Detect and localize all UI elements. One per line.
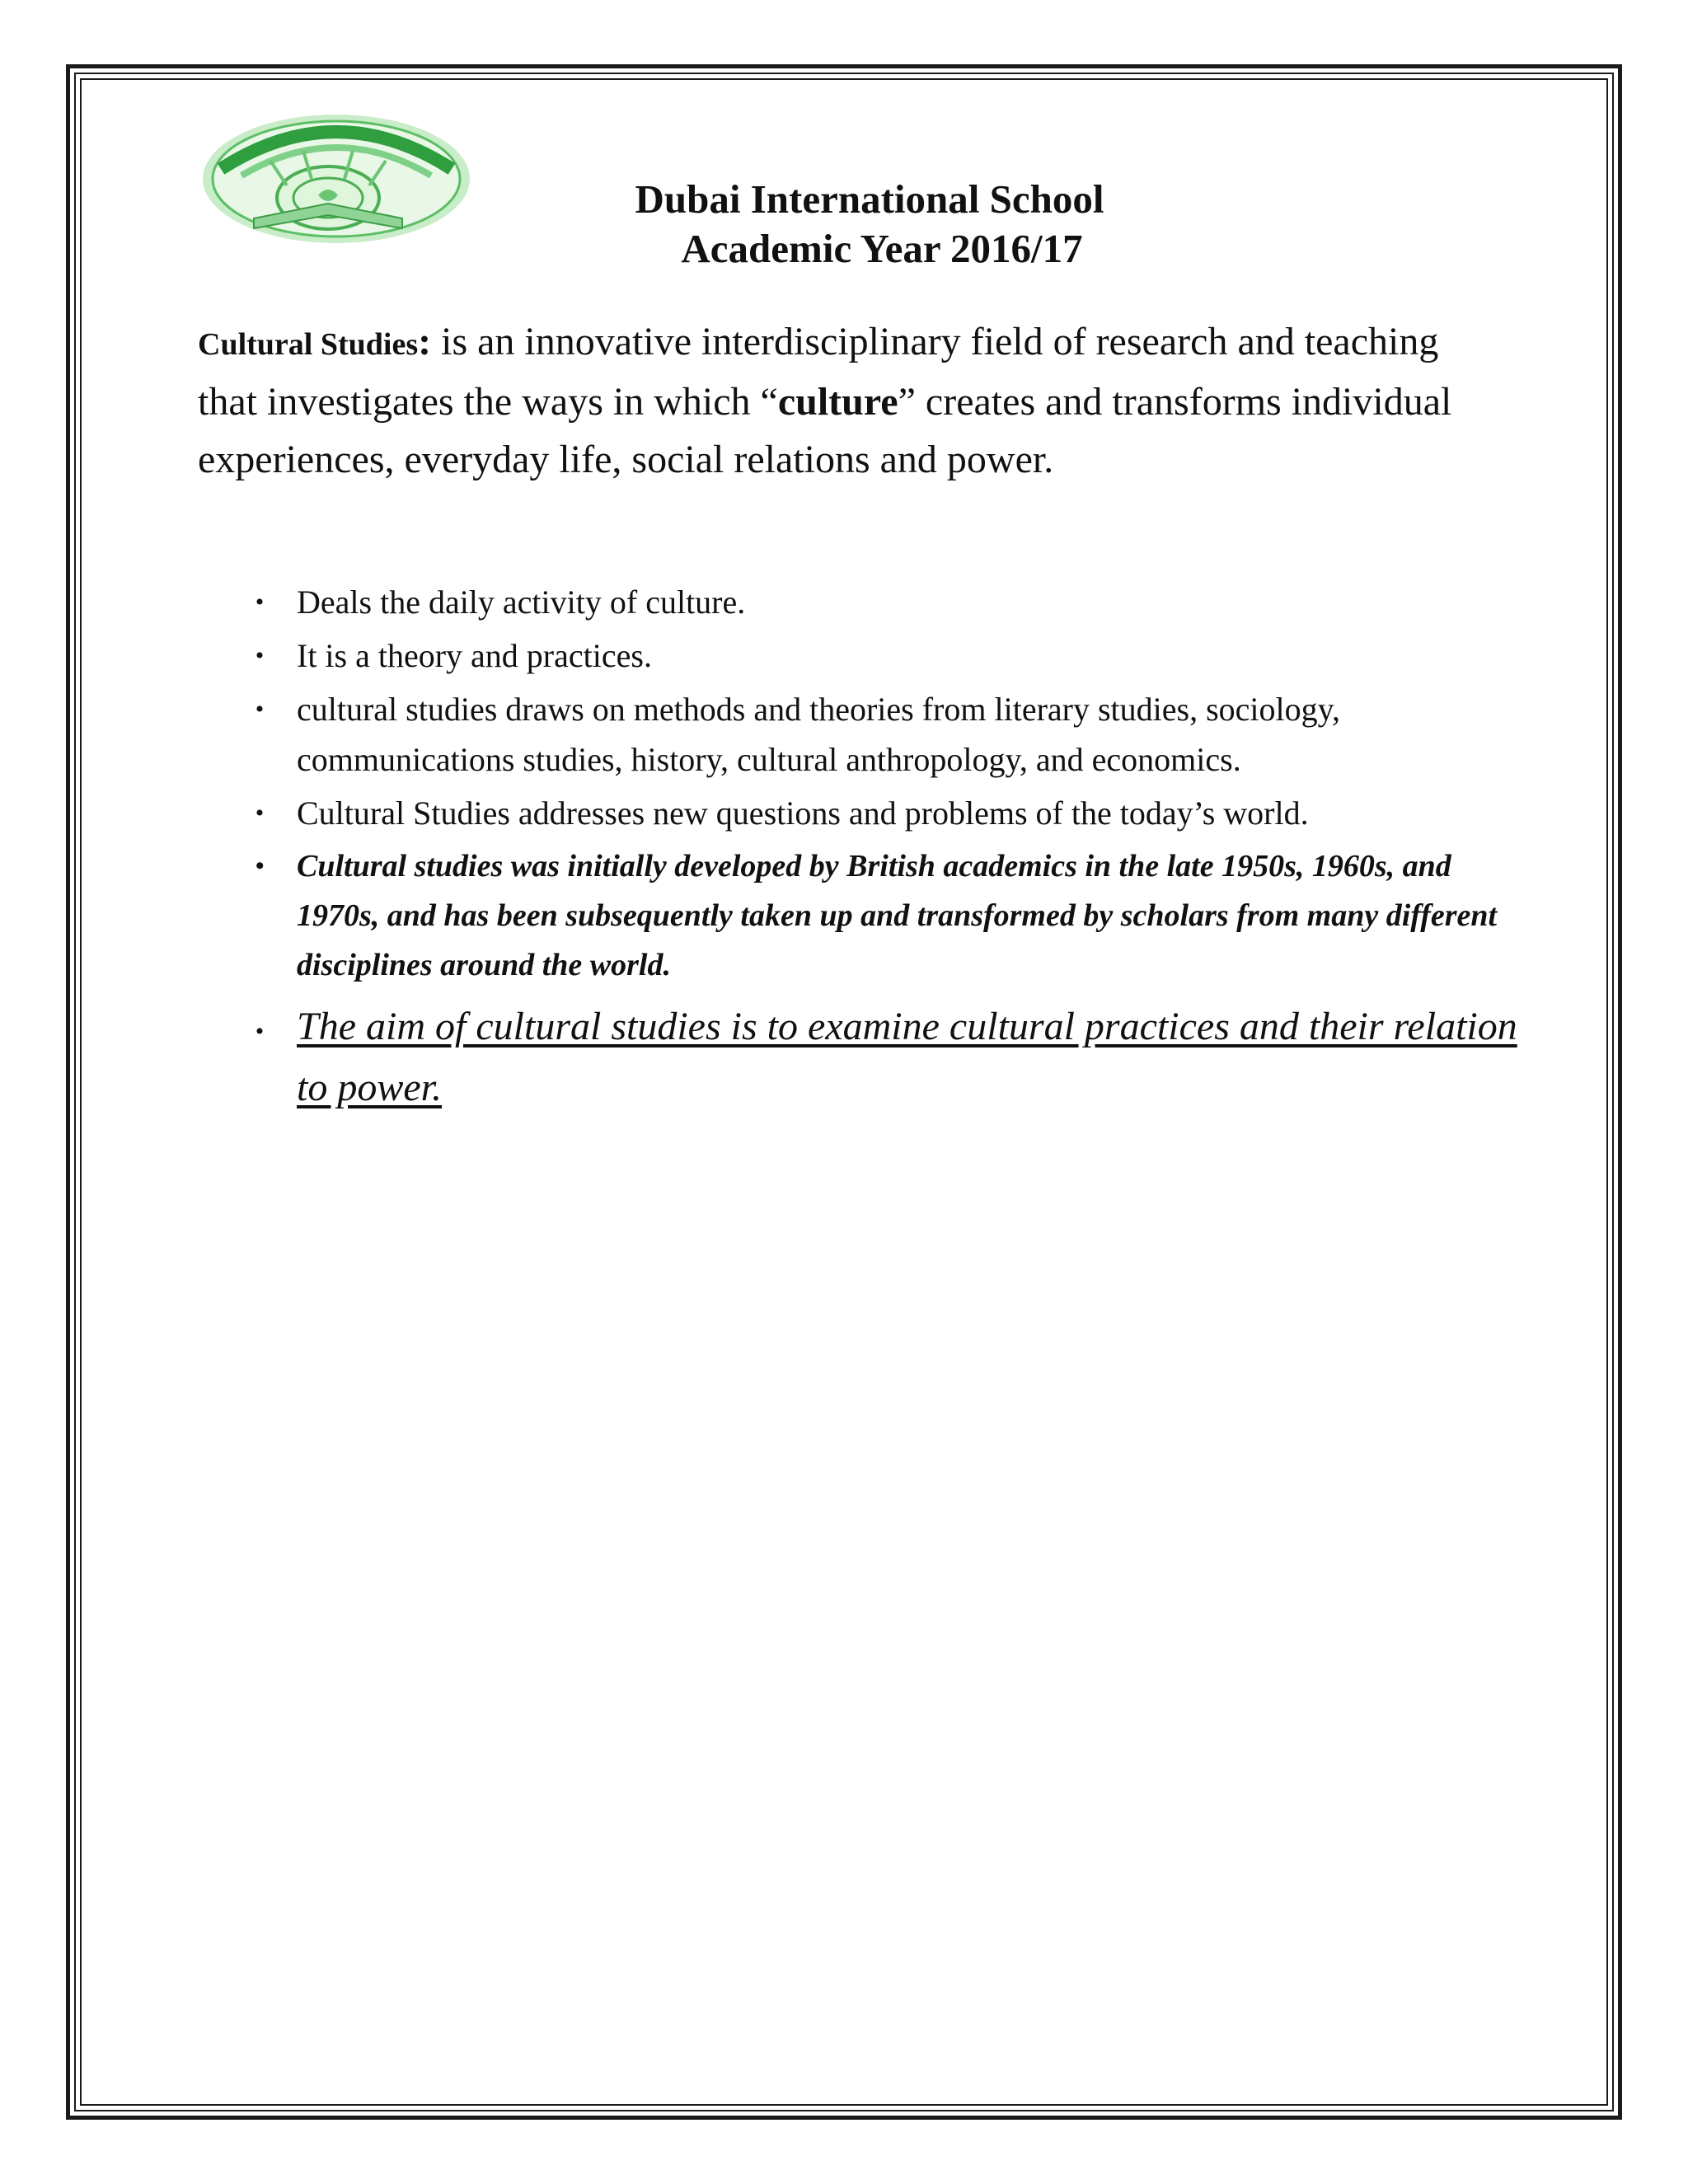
bullet-list — [247, 577, 1533, 1122]
school-logo — [196, 103, 476, 251]
definition-term: Cultural Studies — [198, 327, 419, 362]
definition-colon: : — [418, 320, 432, 363]
bullet-icon: • — [255, 642, 265, 669]
school-crest-icon — [196, 103, 476, 251]
list-item — [247, 577, 1533, 627]
bullet-icon: • — [255, 1018, 265, 1045]
list-item — [247, 630, 1533, 681]
definition-paragraph — [198, 313, 1484, 489]
list-item-text: cultural studies draws on methods and theories from literary studies, sociology, communications studies, history, cultural anthropology, and economics. — [297, 691, 1341, 778]
definition-text-end: ” creates and transforms individual experiences, everyday life, social relations and power. — [198, 380, 1452, 481]
bullet-icon: • — [255, 696, 265, 723]
school-name: Dubai International School — [635, 176, 1104, 222]
definition-text-start: is an innovative interdisciplinary field of research and teaching that investigates the ways in which “ — [198, 320, 1439, 424]
academic-year: Academic Year 2016/17 — [681, 226, 1083, 271]
list-item-text: Deals the daily activity of culture. — [297, 583, 746, 621]
bullet-icon: • — [255, 588, 265, 616]
list-item — [247, 788, 1533, 838]
definition-keyword: culture — [777, 380, 898, 424]
list-item — [247, 841, 1533, 990]
list-item-text: It is a theory and practices. — [297, 637, 652, 674]
bullet-icon: • — [255, 799, 265, 827]
document-header — [462, 175, 1203, 274]
list-item-text: Cultural studies was initially developed by British academics in the late 1950s, 1960s, and 1970s, and has been subsequently taken up and transformed by scholars from many different disciplines around the world. — [297, 849, 1498, 982]
bullet-icon: • — [255, 852, 265, 879]
list-item-text: The aim of cultural studies is to examine cultural practices and their relation to power. — [297, 1005, 1517, 1109]
list-item — [247, 996, 1533, 1118]
list-item-text: Cultural Studies addresses new questions and problems of the today’s world. — [297, 794, 1309, 832]
list-item — [247, 684, 1533, 785]
